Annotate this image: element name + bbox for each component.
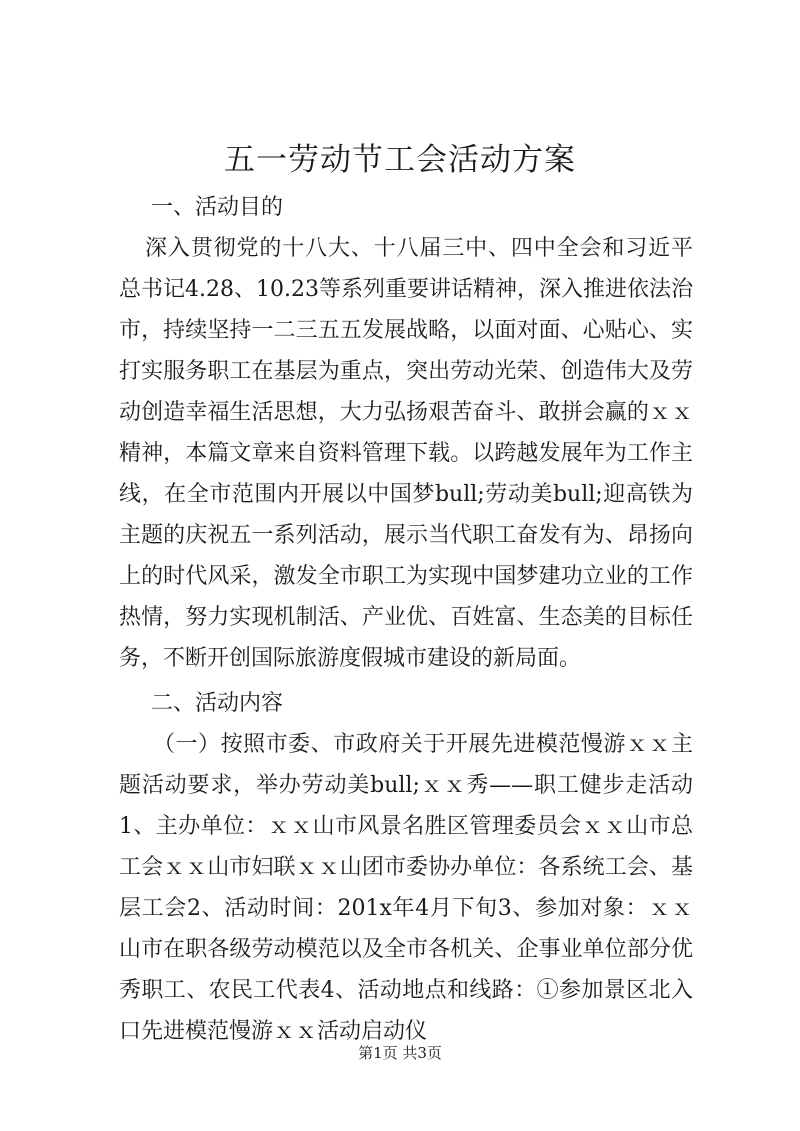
page-number-footer: 第1页 共3页 [358,1044,442,1062]
section-heading-purpose: 一、活动目的 [151,195,284,220]
section-paragraph-purpose: 深入贯彻党的十八大、十八届三中、四中全会和习近平总书记4.28、10.23等系列重要讲话精神，深入推进依法治市，持续坚持一二三五五发展战略，以面对面、心贴心、实打实服务职工在基层为重点，突出劳动光荣、创造伟大及劳动创造幸福生活思想，大力弘扬艰苦奋斗、敢拼会赢的ｘｘ精神，本篇文章来自资料管理下载。以跨越发展年为工作主线，在全市范围内开展以中国梦bull;劳动美bull;迎高铁为主题的庆祝五一系列活动，展示当代职工奋发有为、昂扬向上的时代风采，激发全市职工为实现中国梦建功立业的工作热情，努力实现机制活、产业优、百姓富、生态美的目标任务，不断开创国际旅游度假城市建设的新局面。 [119,236,693,671]
section-paragraph-content: （一）按照市委、市政府关于开展先进模范慢游ｘｘ主题活动要求，举办劳动美bull;ｘｘ秀——职工健步走活动1、主办单位：ｘｘ山市风景名胜区管理委员会ｘｘ山市总工会ｘｘ山市妇联ｘｘ山团市委协办单位：各系统工会、基层工会2、活动时间：201x年4月下旬3、参加对象：ｘｘ山市在职各级劳动模范以及全市各机关、企事业单位部分优秀职工、农民工代表4、活动地点和线路：①参加景区北入口先进模范慢游ｘｘ活动启动仪 [119,732,693,1044]
document-body [119,187,693,1052]
section-heading-content: 二、活动内容 [151,691,284,716]
document-title: 五一劳动节工会活动方案 [224,142,576,178]
